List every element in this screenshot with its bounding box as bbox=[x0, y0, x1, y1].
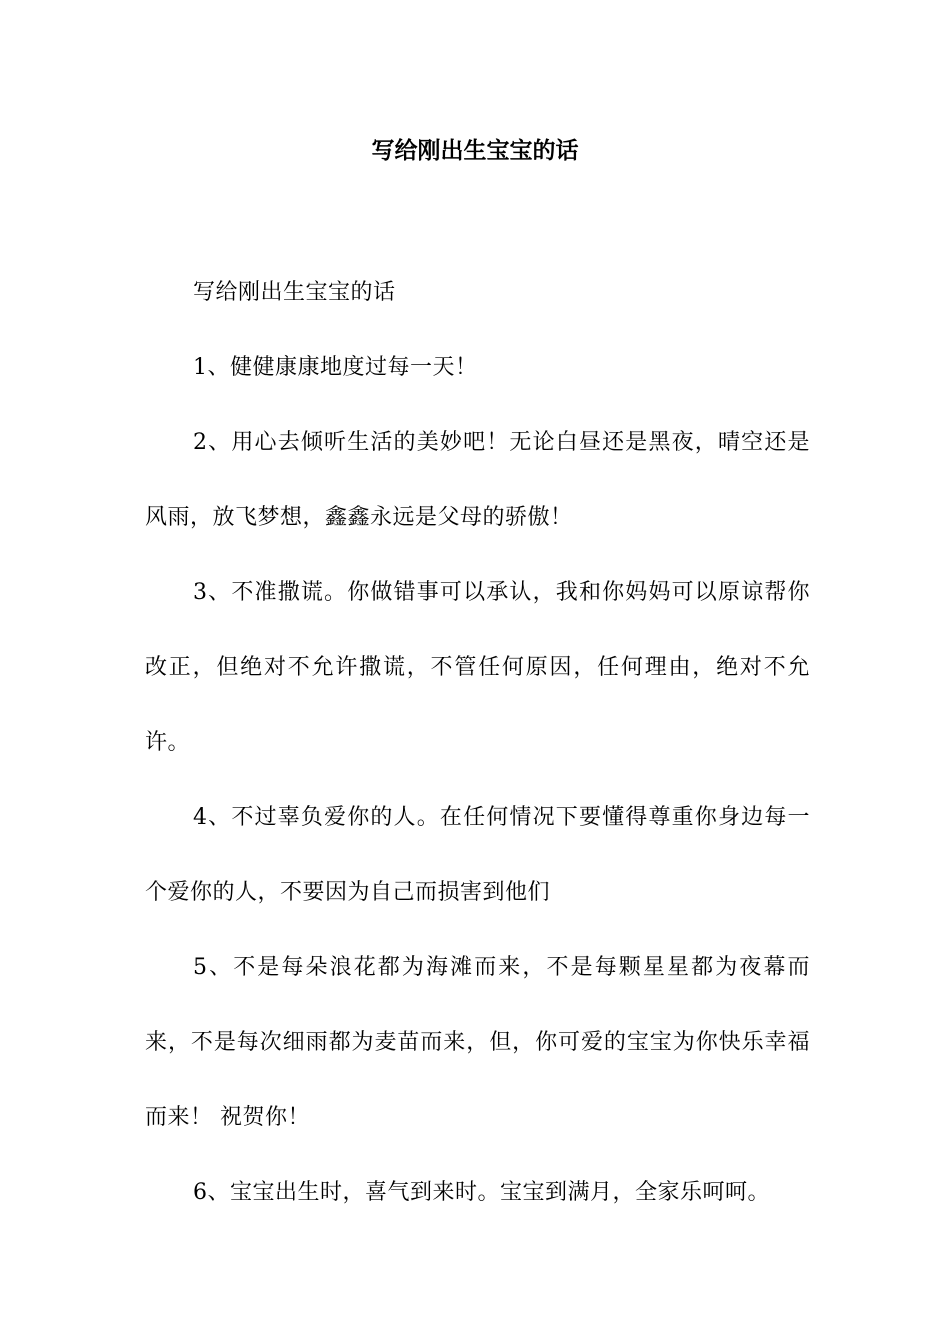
paragraph-6: 6、宝宝出生时，喜气到来时。宝宝到满月，全家乐呵呵。 bbox=[193, 1180, 770, 1205]
paragraph-4: 4、不过辜负爱你的人。在任何情况下要懂得尊重你身边每一个爱你的人，不要因为自己而损害到他们 bbox=[145, 805, 810, 905]
paragraph-2: 2、用心去倾听生活的美妙吧！无论白昼还是黑夜，晴空还是风雨，放飞梦想，鑫鑫永远是父母的骄傲！ bbox=[145, 430, 810, 530]
paragraph-3: 3、不准撒谎。你做错事可以承认，我和你妈妈可以原谅帮你改正，但绝对不允许撒谎，不管任何原因，任何理由，绝对不允许。 bbox=[145, 580, 810, 755]
document-title: 写给刚出生宝宝的话 bbox=[371, 137, 579, 164]
paragraph-subtitle: 写给刚出生宝宝的话 bbox=[193, 280, 396, 305]
document-body bbox=[145, 255, 810, 1230]
paragraph-1: 1、健健康康地度过每一天！ bbox=[193, 355, 478, 380]
paragraph-5: 5、不是每朵浪花都为海滩而来，不是每颗星星都为夜幕而来，不是每次细雨都为麦苗而来，但，你可爱的宝宝为你快乐幸福而来！ 祝贺你！ bbox=[145, 955, 810, 1130]
